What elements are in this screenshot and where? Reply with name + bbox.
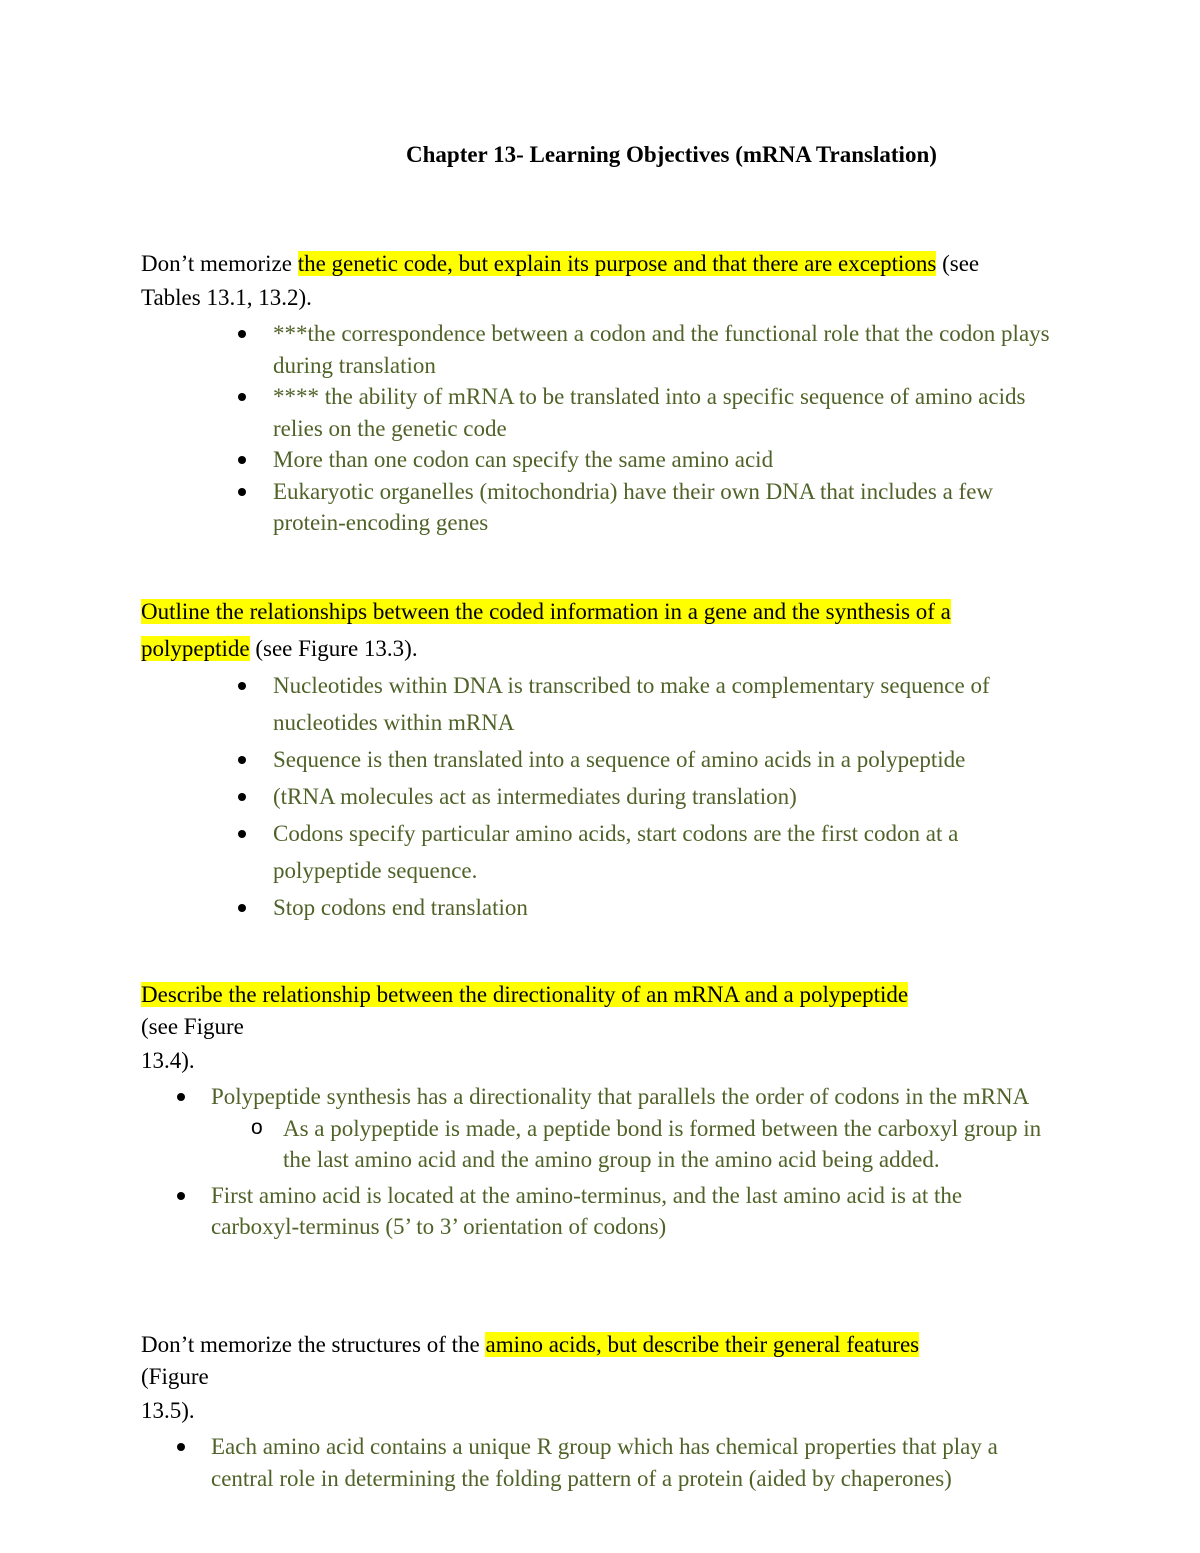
list-item: First amino acid is located at the amino-terminus, and the last amino acid is at the carboxyl-terminus (5’ to 3’ orientation of codons): [141, 1180, 1051, 1243]
bullet-list: [141, 667, 1051, 926]
bullet-list: [141, 1081, 1051, 1113]
objective-suffix: (see: [936, 251, 980, 276]
list-item: Nucleotides within DNA is transcribed to make a complementary sequence of nucleotides within mRNA: [202, 667, 1013, 741]
objective-gene-polypeptide: [141, 593, 1051, 926]
list-item: Polypeptide synthesis has a directionality that parallels the order of codons in the mRNA: [141, 1081, 1051, 1113]
objective-suffix: (see Figure 13.3).: [249, 636, 418, 661]
objective-reference: 13.4).: [141, 1048, 195, 1073]
list-item: (tRNA molecules act as intermediates during translation): [202, 778, 1013, 815]
objective-reference: 13.5).: [141, 1398, 195, 1423]
list-item: Codons specify particular amino acids, start codons are the first codon at a polypeptide sequence.: [202, 815, 1013, 889]
objective-highlight: amino acids, but describe their general features: [485, 1332, 920, 1357]
bullet-list: [141, 318, 1051, 539]
bullet-list: [141, 1180, 1051, 1243]
objective-reference: Tables 13.1, 13.2).: [141, 285, 312, 310]
objective-amino-acids: [141, 1329, 1051, 1494]
list-item: Stop codons end translation: [202, 889, 1013, 926]
objective-highlight: the genetic code, but explain its purpose and that there are exceptions: [297, 251, 937, 276]
objective-highlight: Outline the relationships between the coded information in a gene and the synthesis of a polypeptide: [141, 599, 951, 661]
objective-suffix: (Figure: [141, 1364, 209, 1389]
list-item: Sequence is then translated into a sequence of amino acids in a polypeptide: [202, 741, 1013, 778]
list-item: **** the ability of mRNA to be translated into a specific sequence of amino acids relies on the genetic code: [202, 381, 1063, 444]
sub-bullet-list: [141, 1113, 1051, 1176]
objective-text: [141, 979, 941, 1043]
objective-text: [141, 1329, 991, 1393]
objective-text: [141, 593, 971, 667]
sub-list-item: o As a polypeptide is made, a peptide bond is formed between the carboxyl group in the last amino acid and the amino group in the amino acid being added.: [211, 1113, 1043, 1176]
bullet-list: [141, 1431, 1051, 1494]
list-item: More than one codon can specify the same amino acid: [202, 444, 1063, 476]
objective-prefix: Don’t memorize the structures of the: [141, 1332, 486, 1357]
list-item: Eukaryotic organelles (mitochondria) have their own DNA that includes a few protein-encoding genes: [202, 476, 1063, 539]
objective-prefix: Don’t memorize: [141, 251, 298, 276]
objective-directionality: [141, 979, 1051, 1243]
list-item: Each amino acid contains a unique R group which has chemical properties that play a central role in determining the folding pattern of a protein (aided by chaperones): [141, 1431, 1051, 1494]
objective-highlight: Describe the relationship between the directionality of an mRNA and a polypeptide: [141, 982, 909, 1007]
page-title: Chapter 13- Learning Objectives (mRNA Translation): [406, 142, 937, 167]
objective-text: [141, 248, 981, 280]
objective-genetic-code: [141, 248, 1051, 539]
objective-suffix: (see Figure: [141, 1014, 244, 1039]
list-item: ***the correspondence between a codon and the functional role that the codon plays during translation: [202, 318, 1063, 381]
